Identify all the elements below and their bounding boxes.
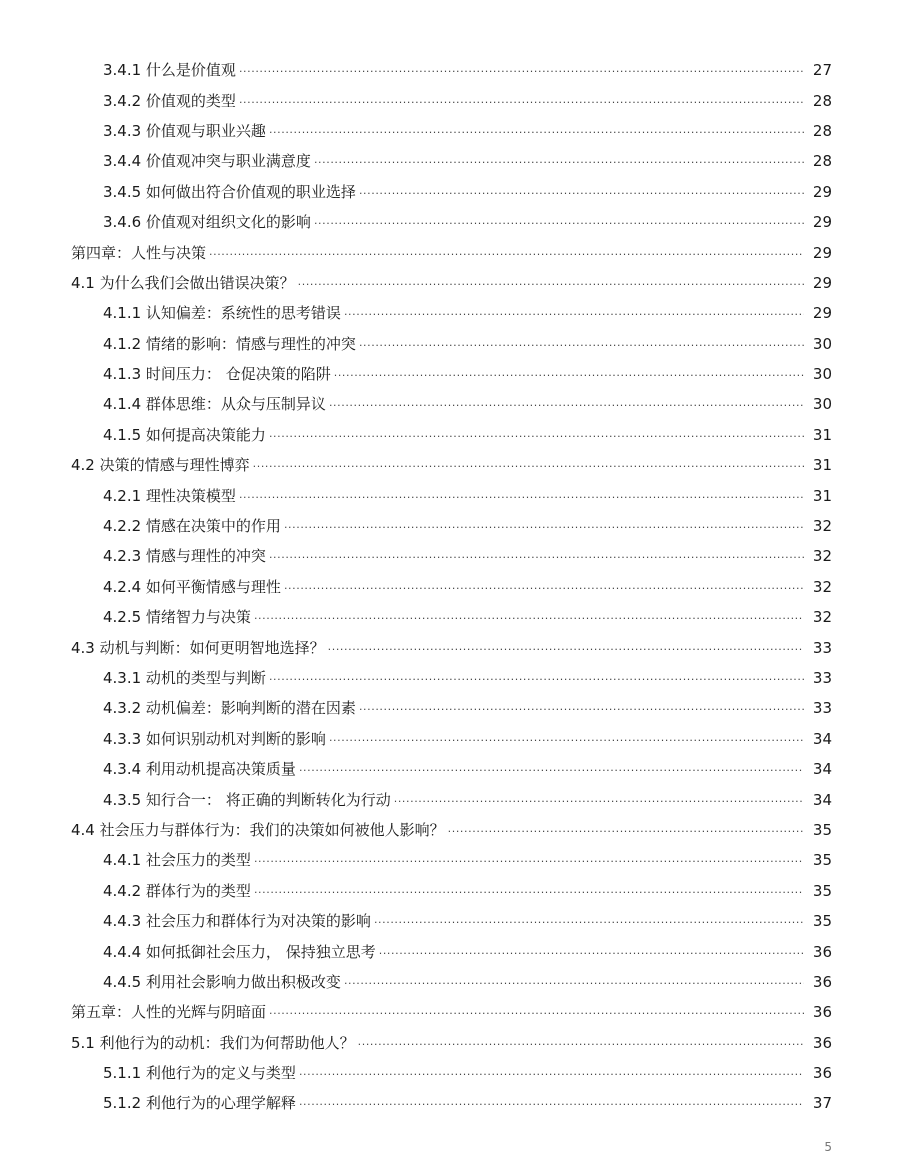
toc-entry-page-number: 27	[812, 61, 832, 80]
toc-entry-page-number: 34	[812, 760, 832, 779]
toc-entry[interactable]	[0, 936, 904, 966]
toc-entry-title: 5.1 利他行为的动机：我们为何帮助他人？	[71, 1033, 355, 1052]
toc-entry-page-number: 36	[812, 1003, 832, 1022]
toc-entry-page-number: 34	[812, 729, 832, 748]
toc-entry[interactable]	[0, 237, 904, 267]
toc-entry-title: 3.4.2 价值观的类型	[103, 91, 236, 110]
toc-entry-title: 4.3.2 动机偏差：影响判断的潜在因素	[103, 699, 356, 718]
toc-dot-leader	[379, 943, 804, 961]
toc-dot-leader	[254, 608, 804, 626]
toc-entry-page-number: 28	[812, 152, 832, 171]
toc-dot-leader	[344, 304, 804, 322]
toc-entry[interactable]	[0, 663, 904, 693]
toc-entry[interactable]	[0, 450, 904, 480]
toc-entry[interactable]	[0, 967, 904, 997]
toc-dot-leader	[239, 92, 804, 110]
toc-entry-page-number: 33	[812, 669, 832, 687]
toc-entry-page-number: 31	[812, 486, 832, 505]
toc-entry-page-number: 35	[812, 881, 832, 900]
toc-entry[interactable]	[0, 177, 904, 207]
toc-entry[interactable]	[0, 815, 904, 845]
toc-entry[interactable]	[0, 784, 904, 814]
toc-entry-title: 3.4.5 如何做出符合价值观的职业选择	[103, 182, 356, 201]
toc-dot-leader	[254, 851, 804, 869]
toc-entry-title: 4.4.3 社会压力和群体行为对决策的影响	[103, 912, 371, 931]
toc-entry[interactable]	[0, 389, 904, 419]
toc-dot-leader	[448, 821, 804, 839]
toc-entry-page-number: 29	[812, 243, 832, 262]
toc-entry-title: 4.1.2 情绪的影响：情感与理性的冲突	[103, 334, 356, 353]
toc-entry-page-number: 36	[812, 1064, 832, 1083]
toc-entry-title: 3.4.6 价值观对组织文化的影响	[103, 213, 311, 232]
toc-entry-page-number: 28	[812, 91, 832, 110]
toc-entry[interactable]	[0, 845, 904, 875]
page-number: 5	[824, 1140, 832, 1154]
toc-entry[interactable]	[0, 602, 904, 632]
toc-entry-page-number: 35	[812, 851, 832, 870]
toc-entry-title: 5.1.1 利他行为的定义与类型	[103, 1064, 296, 1083]
table-of-contents	[0, 55, 904, 1119]
toc-entry[interactable]	[0, 329, 904, 359]
toc-entry-title: 4.2.1 理性决策模型	[103, 486, 236, 505]
toc-dot-leader	[269, 1003, 804, 1021]
toc-entry[interactable]	[0, 1088, 904, 1118]
toc-entry[interactable]	[0, 268, 904, 298]
toc-entry-title: 5.1.2 利他行为的心理学解释	[103, 1094, 296, 1113]
toc-dot-leader	[359, 699, 804, 717]
toc-dot-leader	[298, 274, 804, 292]
toc-entry-page-number: 36	[812, 972, 832, 991]
toc-entry-title: 3.4.4 价值观冲突与职业满意度	[103, 152, 311, 171]
toc-entry-title: 4.1.1 认知偏差：系统性的思考错误	[103, 304, 341, 323]
toc-entry-page-number: 29	[812, 304, 832, 323]
toc-entry-page-number: 31	[812, 425, 832, 444]
toc-entry[interactable]	[0, 572, 904, 602]
toc-dot-leader	[314, 213, 804, 231]
toc-entry-title: 4.4.5 利用社会影响力做出积极改变	[103, 972, 341, 991]
toc-entry-page-number: 31	[812, 456, 832, 475]
toc-entry[interactable]	[0, 116, 904, 146]
toc-dot-leader	[254, 882, 804, 900]
toc-dot-leader	[359, 183, 804, 201]
toc-entry-page-number: 32	[812, 577, 832, 596]
toc-dot-leader	[253, 456, 804, 474]
toc-entry-page-number: 32	[812, 517, 832, 536]
toc-entry-title: 3.4.3 价值观与职业兴趣	[103, 121, 266, 140]
toc-entry-page-number: 33	[812, 638, 832, 657]
toc-entry-page-number: 29	[812, 273, 832, 292]
toc-entry[interactable]	[0, 876, 904, 906]
toc-entry-page-number: 29	[812, 182, 832, 201]
toc-dot-leader	[334, 365, 804, 383]
toc-entry-title: 4.3.1 动机的类型与判断	[103, 669, 266, 687]
toc-dot-leader	[344, 973, 804, 991]
toc-dot-leader	[284, 578, 804, 596]
toc-dot-leader	[209, 244, 804, 262]
toc-entry-title: 4.1 为什么我们会做出错误决策？	[71, 273, 295, 292]
toc-entry-page-number: 35	[812, 912, 832, 931]
toc-entry-title: 4.3.3 如何识别动机对判断的影响	[103, 729, 326, 748]
toc-entry[interactable]	[0, 1058, 904, 1088]
toc-dot-leader	[284, 517, 804, 535]
toc-dot-leader	[269, 669, 804, 687]
toc-dot-leader	[239, 487, 804, 505]
toc-entry-title: 4.3 动机与判断：如何更明智地选择？	[71, 638, 325, 657]
toc-dot-leader	[239, 61, 804, 79]
toc-entry-title: 4.4.1 社会压力的类型	[103, 851, 251, 870]
toc-entry[interactable]	[0, 207, 904, 237]
toc-entry[interactable]	[0, 997, 904, 1027]
toc-dot-leader	[358, 1034, 804, 1052]
toc-entry-title: 4.4.4 如何抵御社会压力， 保持独立思考	[103, 942, 376, 961]
toc-entry-page-number: 34	[812, 790, 832, 809]
toc-entry[interactable]	[0, 298, 904, 328]
toc-dot-leader	[314, 152, 804, 170]
toc-entry-title: 4.2.3 情感与理性的冲突	[103, 547, 266, 566]
toc-dot-leader	[329, 730, 804, 748]
toc-entry-title: 4.4 社会压力与群体行为：我们的决策如何被他人影响？	[71, 820, 445, 839]
toc-entry-title: 4.2.4 如何平衡情感与理性	[103, 577, 281, 596]
toc-entry[interactable]	[0, 359, 904, 389]
toc-entry[interactable]	[0, 724, 904, 754]
toc-entry-title: 4.2 决策的情感与理性博弈	[71, 456, 250, 475]
toc-entry-page-number: 30	[812, 334, 832, 353]
toc-entry-page-number: 35	[812, 820, 832, 839]
toc-entry[interactable]	[0, 85, 904, 115]
toc-entry[interactable]	[0, 420, 904, 450]
toc-entry[interactable]	[0, 511, 904, 541]
toc-entry-title: 4.2.2 情感在决策中的作用	[103, 517, 281, 536]
toc-entry[interactable]	[0, 632, 904, 662]
toc-entry-title: 3.4.1 什么是价值观	[103, 61, 236, 80]
toc-dot-leader	[329, 395, 804, 413]
toc-entry-title: 4.1.4 群体思维：从众与压制异议	[103, 395, 326, 414]
toc-entry-page-number: 28	[812, 121, 832, 140]
toc-entry-page-number: 36	[812, 942, 832, 961]
toc-entry[interactable]	[0, 1028, 904, 1058]
toc-entry[interactable]	[0, 906, 904, 936]
toc-entry-page-number: 33	[812, 699, 832, 718]
toc-entry-page-number: 32	[812, 547, 832, 566]
toc-entry-title: 4.3.5 知行合一： 将正确的判断转化为行动	[103, 790, 391, 809]
toc-dot-leader	[299, 760, 804, 778]
toc-dot-leader	[374, 912, 804, 930]
toc-entry-page-number: 37	[812, 1094, 832, 1113]
toc-entry[interactable]	[0, 754, 904, 784]
toc-entry-page-number: 36	[812, 1033, 832, 1052]
toc-entry-title: 第四章：人性与决策	[71, 243, 207, 262]
toc-dot-leader	[269, 122, 804, 140]
toc-dot-leader	[394, 791, 804, 809]
toc-dot-leader	[359, 335, 804, 353]
toc-dot-leader	[269, 426, 804, 444]
toc-entry[interactable]	[0, 693, 904, 723]
toc-dot-leader	[269, 547, 804, 565]
toc-entry-page-number: 30	[812, 395, 832, 414]
toc-entry[interactable]	[0, 55, 904, 85]
toc-entry-page-number: 29	[812, 213, 832, 232]
toc-entry-title: 4.3.4 利用动机提高决策质量	[103, 760, 296, 779]
toc-entry-title: 4.4.2 群体行为的类型	[103, 881, 251, 900]
toc-entry-title: 4.2.5 情绪智力与决策	[103, 608, 251, 627]
toc-dot-leader	[299, 1094, 804, 1112]
toc-entry[interactable]	[0, 480, 904, 510]
toc-entry-title: 第五章：人性的光辉与阴暗面	[71, 1003, 267, 1022]
toc-entry-title: 4.1.5 如何提高决策能力	[103, 425, 266, 444]
toc-dot-leader	[328, 639, 804, 657]
toc-entry-page-number: 32	[812, 608, 832, 627]
toc-entry-title: 4.1.3 时间压力： 仓促决策的陷阱	[103, 365, 331, 384]
toc-entry[interactable]	[0, 541, 904, 571]
toc-entry[interactable]	[0, 146, 904, 176]
toc-entry-page-number: 30	[812, 365, 832, 384]
toc-dot-leader	[299, 1064, 804, 1082]
